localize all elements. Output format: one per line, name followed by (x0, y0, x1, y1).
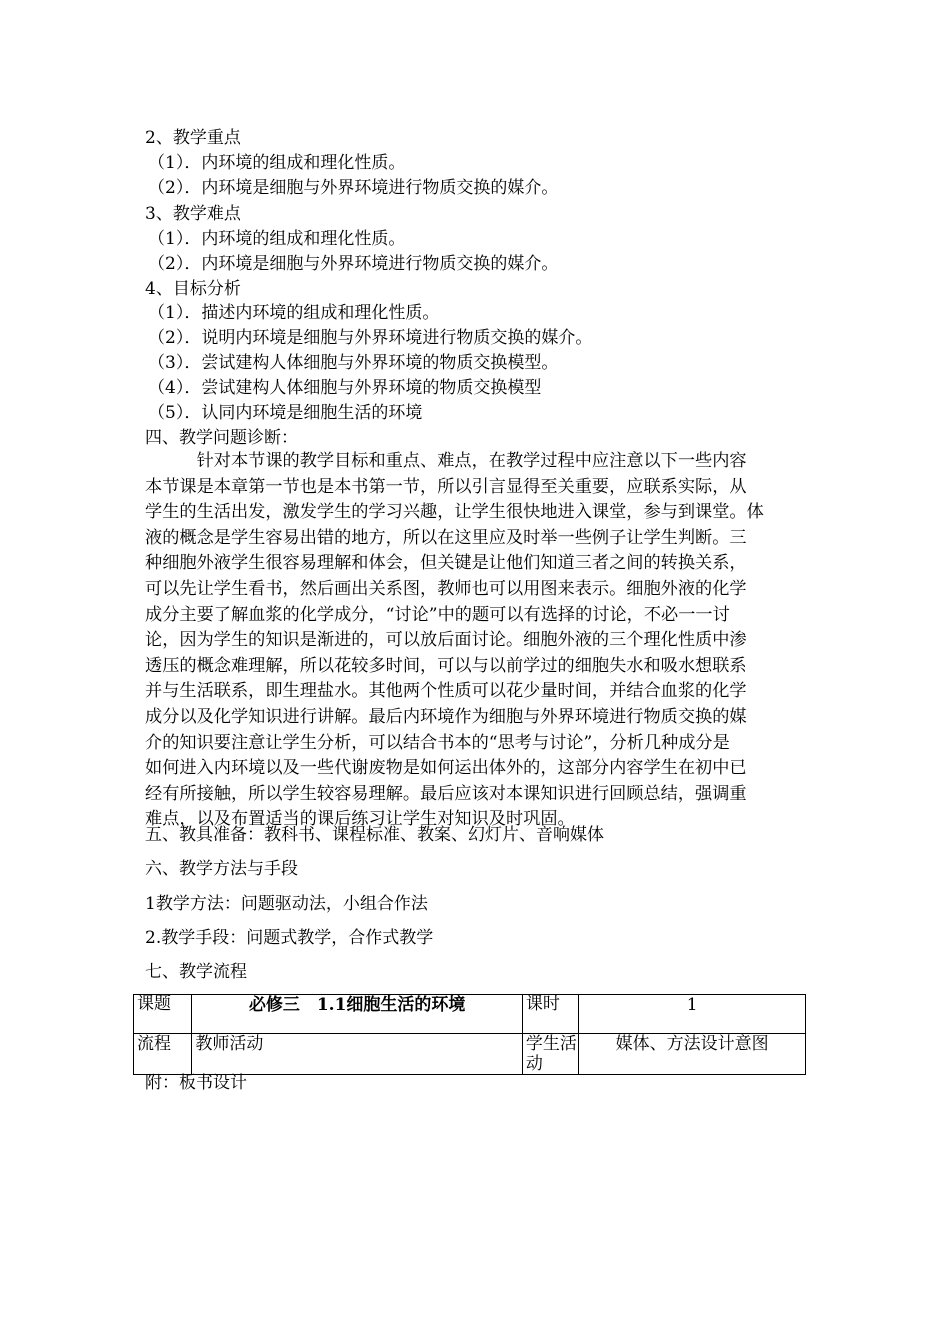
goal-2: （2）．说明内环境是细胞与外界环境进行物质交换的媒介。 (148, 328, 593, 348)
appendix-board-design: 附：板书设计 (145, 1073, 247, 1093)
diagnosis-paragraph (145, 449, 807, 833)
goal-4: （4）．尝试建构人体细胞与外界环境的物质交换模型 (148, 378, 542, 398)
paragraph-line: 透压的概念难理解，所以花较多时间，可以与以前学过的细胞失水和吸水想联系 (145, 655, 747, 676)
paragraph-line: 学生的生活出发，激发学生的学习兴趣，让学生很快地进入课堂，参与到课堂。体 (145, 502, 764, 523)
paragraph-line: 难点，以及布置适当的课后练习让学生对知识及时巩固。 (145, 809, 575, 830)
topic-value-cell: 必修三 1.1细胞生活的环境 (192, 995, 522, 1034)
goal-3: （3）．尝试建构人体细胞与外界环境的物质交换模型。 (148, 353, 559, 373)
topic-label-cell: 课题 (134, 995, 192, 1034)
section-title-goals: 4、目标分析 (145, 279, 241, 299)
table-row (134, 1034, 806, 1075)
table-row (134, 995, 806, 1034)
paragraph-line: 并与生活联系，即生理盐水。其他两个性质可以花少量时间，并结合血浆的化学 (145, 681, 747, 702)
difficulty-1: （1）．内环境的组成和理化性质。 (148, 229, 406, 249)
paragraph-line: 成分以及化学知识进行讲解。最后内环境作为细胞与外界环境进行物质交换的媒 (145, 706, 747, 727)
section-title-key-points: 2、教学重点 (145, 128, 241, 148)
paragraph-line: 液的概念是学生容易出错的地方，所以在这里应及时举一些例子让学生判断。三 (145, 527, 747, 548)
difficulty-2: （2）．内环境是细胞与外界环境进行物质交换的媒介。 (148, 254, 559, 274)
section-title-difficulties: 3、教学难点 (145, 204, 241, 224)
paragraph-line: 本节课是本章第一节也是本书第一节，所以引言显得至关重要，应联系实际，从 (145, 476, 747, 497)
header-media-intent: 媒体、方法设计意图 (579, 1034, 806, 1075)
header-flow: 流程 (134, 1034, 192, 1075)
paragraph-line: 种细胞外液学生很容易理解和体会，但关键是让他们知道三者之间的转换关系， (145, 553, 747, 574)
paragraph-line: 论，因为学生的知识是渐进的，可以放后面讨论。细胞外液的三个理化性质中渗 (145, 630, 747, 651)
paragraph-line: 针对本节课的教学目标和重点、难点，在教学过程中应注意以下一些内容 (145, 451, 747, 471)
goal-1: （1）．描述内环境的组成和理化性质。 (148, 303, 440, 323)
paragraph-line: 如何进入内环境以及一些代谢废物是如何运出体外的，这部分内容学生在初中已 (145, 758, 747, 779)
teaching-flow-table (133, 994, 806, 1075)
paragraph-line: 介的知识要注意让学生分析，可以结合书本的“思考与讨论”，分析几种成分是 (145, 732, 730, 753)
key-point-2: （2）．内环境是细胞与外界环境进行物质交换的媒介。 (148, 178, 559, 198)
hours-value-cell: 1 (579, 995, 806, 1034)
teaching-methods: 1教学方法：问题驱动法，小组合作法 (145, 894, 428, 914)
paragraph-line: 成分主要了解血浆的化学成分，“讨论”中的题可以有选择的讨论，不必一一讨 (145, 604, 730, 625)
paragraph-line: 经有所接触，所以学生较容易理解。最后应该对本课知识进行回顾总结，强调重 (145, 783, 747, 804)
section-title-methods: 六、教学方法与手段 (145, 859, 298, 879)
section-title-flow: 七、教学流程 (145, 962, 247, 982)
header-student-activity: 学生活动 (522, 1034, 578, 1075)
hours-label-cell: 课时 (522, 995, 578, 1034)
section-title-materials: 五、教具准备：教科书、课程标准、教案、幻灯片、音响媒体 (145, 825, 604, 845)
header-teacher-activity: 教师活动 (192, 1034, 522, 1075)
goal-5: （5）．认同内环境是细胞生活的环境 (148, 403, 423, 423)
teaching-means: 2.教学手段：问题式教学，合作式教学 (145, 928, 434, 948)
paragraph-line: 可以先让学生看书，然后画出关系图，教师也可以用图来表示。细胞外液的化学 (145, 578, 747, 599)
section-title-diagnosis: 四、教学问题诊断： (145, 428, 298, 448)
key-point-1: （1）．内环境的组成和理化性质。 (148, 153, 406, 173)
